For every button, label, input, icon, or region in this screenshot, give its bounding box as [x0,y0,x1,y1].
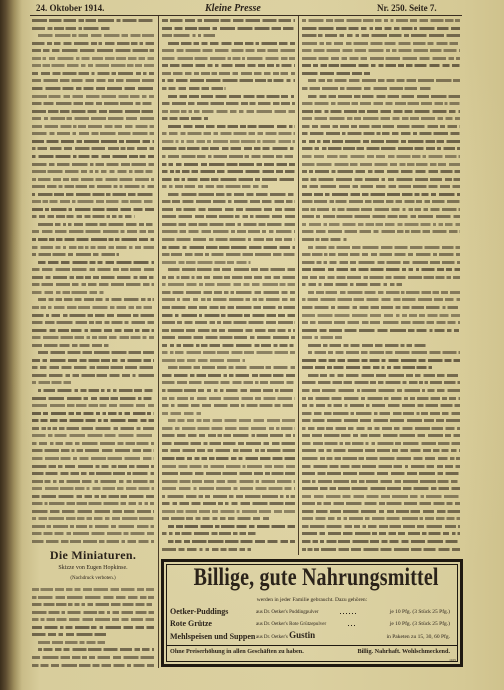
text-line [302,125,460,128]
text-line [302,404,460,407]
text-line [308,351,460,354]
text-line [32,276,154,279]
text-line [38,641,105,644]
text-line [162,427,295,430]
text-line [308,374,460,377]
text-line [32,540,154,543]
text-line [162,185,268,188]
text-line [302,185,460,188]
text-line [32,117,154,120]
text-line [162,72,295,75]
text-line [302,532,460,535]
text-line [302,57,460,60]
text-line [302,268,460,271]
text-line [308,95,460,98]
text-line [32,200,154,203]
ad-footer [170,648,450,655]
text-line [32,442,154,445]
text-line [32,268,154,271]
text-line [162,502,295,505]
text-line [302,298,460,301]
text-line [32,147,154,150]
text-line [302,397,460,400]
issue-date: 24. Oktober 1914. [36,3,105,13]
text-line [162,510,295,513]
text-line [32,434,154,437]
text-line [32,449,154,452]
text-line [302,502,460,505]
ad-product-desc [256,605,319,615]
text-line [38,223,154,226]
text-line [162,223,295,226]
text-line [302,64,460,67]
text-line [162,261,251,264]
text-line [302,314,460,317]
text-line [162,404,295,407]
text-line [162,480,295,483]
text-line [32,163,154,166]
text-line [162,87,226,90]
text-line [302,170,460,173]
text-line [168,42,295,45]
article-subtitle: Skizze von Eugen Hopkinse. [58,565,128,571]
text-line [302,449,460,452]
text-line [32,404,154,407]
ad-product-desc [256,630,315,640]
text-line [32,344,109,347]
text-line [32,314,154,317]
text-line [162,110,295,113]
text-line [32,427,154,430]
text-line [162,27,295,30]
text-line [162,306,295,309]
text-line [302,517,460,520]
text-line [162,102,295,105]
text-line [302,510,460,513]
text-line [302,487,460,490]
text-line [302,548,460,551]
text-line [162,449,295,452]
issue-page-number: Nr. 250. Seite 7. [377,3,437,13]
text-line [162,495,295,498]
text-line [32,306,154,309]
text-line [162,140,295,143]
text-line [32,178,154,181]
text-line [302,163,460,166]
text-line [162,64,295,67]
text-line [32,238,154,241]
text-line [32,329,154,332]
text-line [32,253,119,256]
text-line [32,27,112,30]
text-line [162,132,295,135]
text-line [162,34,217,37]
text-line [32,510,154,513]
text-line [32,633,106,636]
text-line [162,170,295,173]
text-line [302,132,460,135]
text-line [32,87,154,90]
text-line [162,457,295,460]
text-line [162,397,295,400]
text-line [302,457,460,460]
text-line [302,283,402,286]
text-line [162,336,295,339]
text-line [32,656,154,659]
text-line [168,540,295,543]
text-line [32,532,154,535]
article-title: Die Miniaturen. [49,548,137,562]
text-line [162,178,295,181]
text-line [162,283,295,286]
text-line [162,117,208,120]
text-line [302,465,460,468]
ad-product-name: Rote Grütze [170,619,212,628]
leader-dots [348,625,356,626]
text-line [162,517,269,520]
text-line [302,87,431,90]
text-line [302,427,460,430]
text-line [32,336,154,339]
reprint-note: (Nachdruck verboten.) [70,576,116,581]
text-line [32,125,154,128]
text-line [38,34,154,37]
text-line [308,344,426,347]
text-line [302,412,460,415]
text-line [32,472,154,475]
text-line [32,215,135,218]
text-line [162,329,295,332]
text-line [32,155,154,158]
text-line [32,64,154,67]
ad-price: in Paketen zu 15, 30, 60 Pfg. [386,634,450,640]
header-rule [30,15,462,16]
text-line [38,389,154,392]
text-line [32,618,154,621]
text-line [38,298,154,301]
text-line [302,223,460,226]
text-line [302,306,460,309]
column-divider-right [298,16,299,555]
text-line [302,230,460,233]
text-line [302,238,347,241]
ad-price: je 10 Pfg. (3 Stück 25 Pfg.) [389,609,450,615]
text-line [162,238,295,241]
text-line [162,321,295,324]
text-line [32,230,154,233]
text-line [32,366,154,369]
text-line [302,389,460,392]
ad-footer-rule [167,645,457,646]
text-line [32,208,154,211]
oetker-advertisement [161,559,463,667]
text-line [162,442,295,445]
text-line [302,321,460,324]
text-line [32,502,154,505]
text-line [302,381,460,384]
text-line [302,110,460,113]
text-line [302,336,342,339]
text-line [302,102,460,105]
text-line [308,246,460,249]
text-line [162,381,295,384]
text-line [32,412,154,415]
text-line [38,648,154,651]
text-line [302,140,460,143]
text-line [32,102,154,105]
text-line [32,110,154,113]
text-line [302,261,460,264]
text-line [38,351,154,354]
text-line [162,155,295,158]
ad-row-rote-gruetze [170,618,450,629]
text-line [168,95,295,98]
text-line [32,42,154,45]
text-line [302,178,460,181]
text-line [302,276,460,279]
text-line [302,329,460,332]
text-line [38,261,154,264]
text-line [302,34,460,37]
text-line [32,19,154,22]
text-line [32,132,154,135]
text-line [32,495,154,498]
text-line [302,117,460,120]
text-line [32,517,154,520]
text-line [302,155,460,158]
text-line [32,525,154,528]
ad-number: 1105 [449,658,456,662]
text-line [32,596,154,599]
text-line [168,366,295,369]
text-line [302,540,460,543]
text-line [162,79,295,82]
text-line [32,603,154,606]
text-line [162,374,295,377]
text-line [302,193,460,196]
text-line [302,495,460,498]
ad-desc-text: aus Dr. Oetker's [256,635,290,640]
text-line [302,253,460,256]
text-line [168,525,295,528]
text-line [32,611,154,614]
ad-row-puddings [170,606,450,617]
text-line [302,472,460,475]
text-line [302,215,460,218]
text-line [32,321,154,324]
text-line [32,291,104,294]
text-line [32,487,154,490]
text-line [162,412,201,415]
text-line [162,163,295,166]
text-line [162,344,295,347]
text-line [32,359,154,362]
text-line [162,147,295,150]
text-line [162,291,295,294]
column-divider-left [158,16,159,668]
text-line [162,19,295,22]
text-line [162,200,295,203]
text-line [162,487,295,490]
text-line [302,19,460,22]
text-line [162,57,295,60]
text-line [32,246,154,249]
text-line [32,170,154,173]
text-line [302,208,460,211]
text-line [302,419,460,422]
ad-product-desc [256,617,326,627]
text-line [162,230,295,233]
text-line [168,193,295,196]
text-line [162,253,295,256]
text-line [302,147,460,150]
text-line [308,79,460,82]
text-line [32,185,154,188]
text-line [32,193,154,196]
text-line [168,268,295,271]
ad-brand: Gustin [289,630,316,640]
text-line [32,664,154,667]
text-line [162,472,295,475]
ad-desc-text: aus Dr. Oetker's Puddingpulver [256,610,319,615]
text-line [302,366,432,369]
text-line [162,359,245,362]
ad-product-name: Mehlspeisen und Suppen [170,632,256,641]
text-line [32,480,154,483]
text-line [32,397,154,400]
text-line [162,246,295,249]
ad-footer-right: Billig. Nahrhaft. Wohlschmeckend. [357,648,450,655]
text-line [162,351,295,354]
text-line [32,465,154,468]
text-line [302,42,460,45]
text-line [32,419,154,422]
ad-footer-left: Ohne Preiserhöhung in allen Geschäften zu haben. [170,648,304,655]
text-line [302,359,460,362]
text-line [302,49,460,52]
text-line [32,95,154,98]
text-line [162,49,295,52]
text-line [302,434,460,437]
text-line [32,374,154,377]
text-line [162,548,253,551]
text-line [162,314,295,317]
ad-row-mehlspeisen [170,631,450,642]
text-line [162,208,295,211]
ad-intro: werden in jeder Familie gebraucht. Dazu gehören: [256,597,368,603]
text-line [168,419,295,422]
text-line [32,79,154,82]
text-line [32,72,154,75]
text-line [162,389,295,392]
text-line [32,457,154,460]
text-line [32,283,154,286]
text-line [168,125,295,128]
text-line [32,626,154,629]
ad-price: je 10 Pfg. (3 Stück 25 Pfg.) [389,621,450,627]
text-line [302,27,460,30]
text-line [32,381,71,384]
text-line [162,434,295,437]
text-line [302,525,460,528]
text-line [32,49,154,52]
text-line [302,442,460,445]
text-line [32,57,154,60]
text-line [162,215,295,218]
ad-desc-text: aus Dr. Oetker's Rote Grützepulver [256,622,327,627]
text-line [302,200,460,203]
text-line [308,291,460,294]
text-line [302,480,460,483]
leader-dots [340,613,356,614]
text-line [32,140,154,143]
text-line [162,276,295,279]
text-line [162,465,295,468]
text-line [32,588,154,591]
newspaper-title: Kleine Presse [205,3,261,14]
ad-product-name: Oetker-Puddings [170,607,229,616]
ad-headline: Billige, gute Nahrungsmittel [193,564,439,591]
text-line [162,298,295,301]
text-line [302,72,370,75]
text-line [162,532,256,535]
